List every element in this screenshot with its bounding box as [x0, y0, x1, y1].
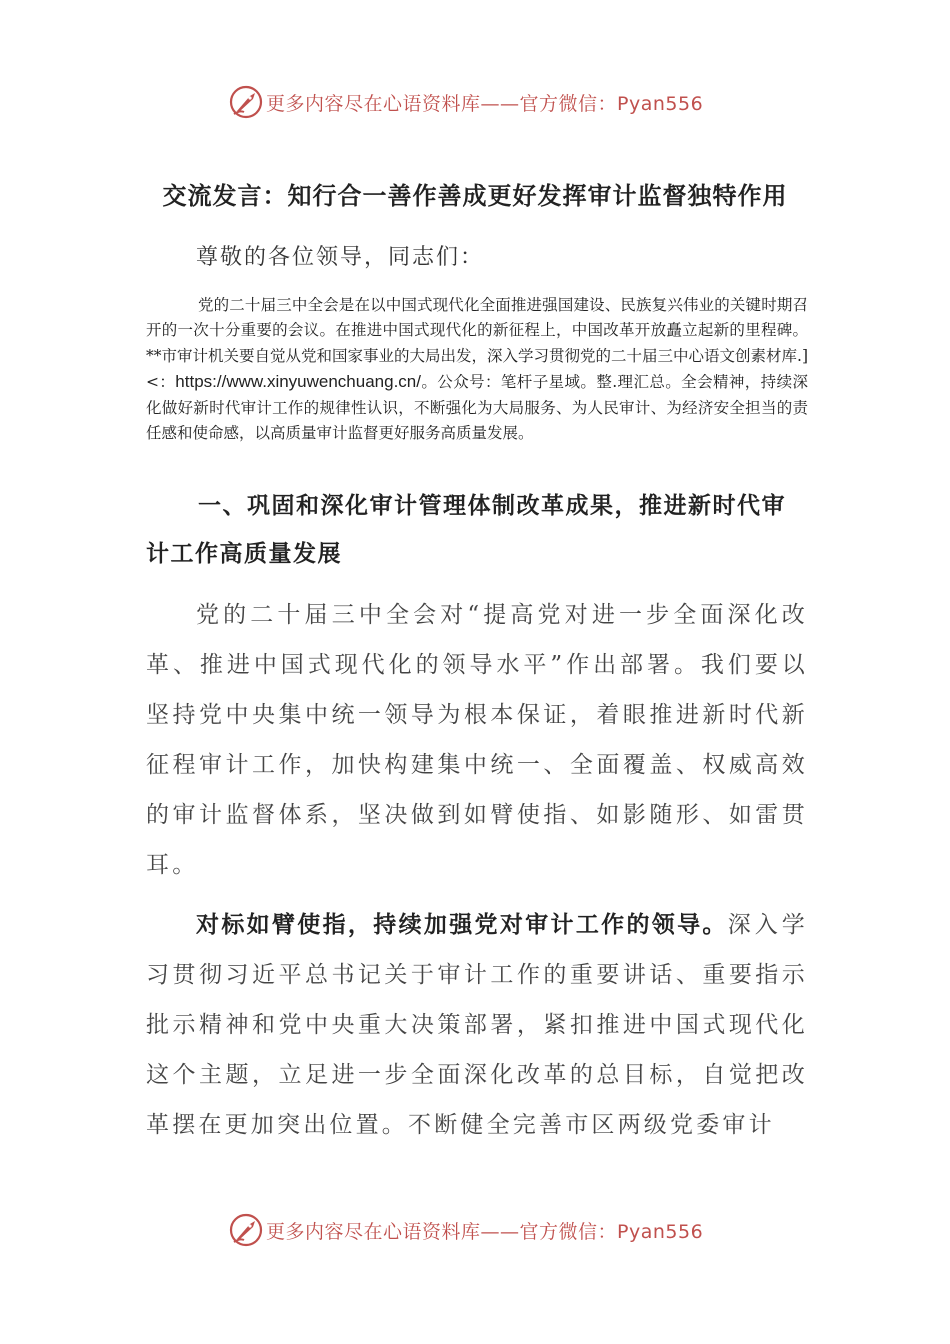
- banner-wechat-id: Pyan556: [617, 1220, 704, 1243]
- header-banner: [228, 84, 748, 120]
- footer-banner: [228, 1212, 748, 1248]
- body-paragraph-1: 党的二十届三中全会对“提高党对进一步全面深化改革、推进中国式现代化的领导水平”作出部署。我们要以坚持党中央集中统一领导为根本保证，着眼推进新时代新征程审计工作，加快构建集中统一、全面覆盖、权威高效的审计监督体系，坚决做到如臂使指、如影随形、如雷贯耳。: [146, 602, 808, 878]
- banner-text: 更多内容尽在心语资料库——官方微信：Pyan556: [266, 1220, 704, 1243]
- intro-text-after-link: 。公众号：笔杆子星域。整.理汇总。全会精神，持续深化做好新时代审计工作的规律性认识，不断强化为大局服务、为人民审计、为经济安全担当的责任感和使命感，以高质量审计监督更好服务高质量发展。: [146, 373, 808, 443]
- body-paragraph-2: [146, 900, 808, 1150]
- intro-text-before-link: 党的二十届三中全会是在以中国式现代化全面推进强国建设、民族复兴伟业的关键时期召开的一次十分重要的会议。在推进中国式现代化的新征程上，中国改革开放矗立起新的里程碑。**市审计机关要自觉从党和国家事业的大局出发，深入学习贯彻党的二十届三中心语文创素材库.]<：: [146, 296, 808, 392]
- salutation: 尊敬的各位领导，同志们：: [196, 245, 485, 270]
- section-heading: 一、巩固和深化审计管理体制改革成果，推进新时代审计工作高质量发展: [146, 492, 786, 567]
- page-title: 交流发言：知行合一善作善成更好发挥审计监督独特作用: [162, 181, 788, 210]
- pen-nib-logo-icon: [228, 1212, 264, 1248]
- paragraph-2-lead: 对标如臂使指，持续加强党对审计工作的领导。: [196, 911, 728, 938]
- banner-text: 更多内容尽在心语资料库——官方微信：Pyan556: [266, 92, 704, 115]
- source-link[interactable]: https://www.xinyuwenchuang.cn/: [175, 372, 421, 392]
- intro-paragraph: [146, 293, 808, 446]
- paragraph-2-body: 深入学习贯彻习近平总书记关于审计工作的重要讲话、重要指示批示精神和党中央重大决策部署，紧扣推进中国式现代化这个主题，立足进一步全面深化改革的总目标，自觉把改革摆在更加突出位置。不断健全完善市区两级党委审计: [146, 912, 808, 1138]
- banner-wechat-id: Pyan556: [617, 92, 704, 115]
- pen-nib-logo-icon: [228, 84, 264, 120]
